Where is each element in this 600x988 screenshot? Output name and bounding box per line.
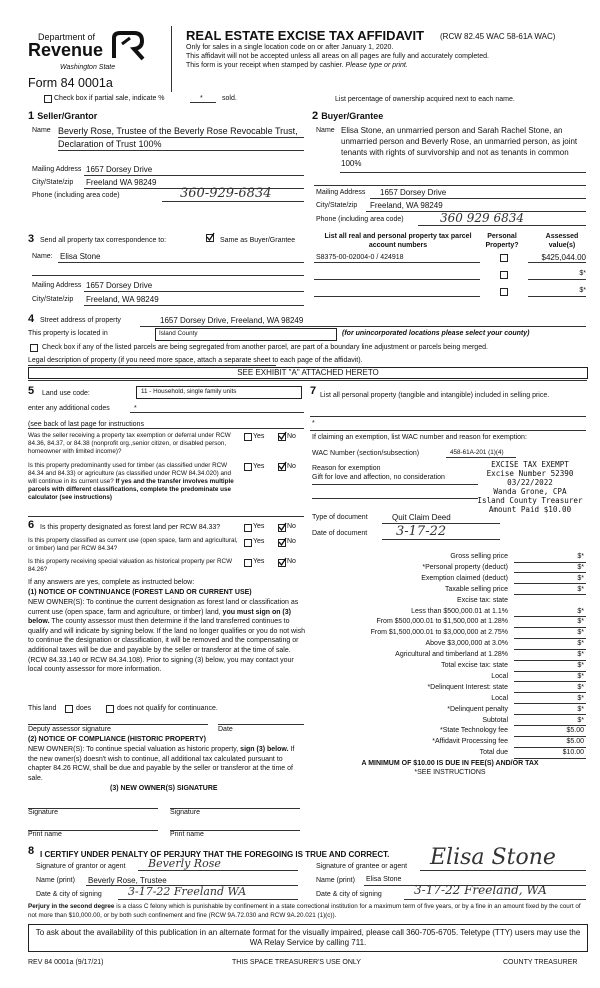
tax-row-label: Local (491, 672, 508, 680)
seller-section-heading: 1 Seller/Grantor (28, 110, 98, 122)
tax-row-value[interactable]: $* (577, 563, 584, 571)
tax-row-label: From $500,000.01 to $1,500,000 at 1.28% (376, 618, 508, 626)
doc-type-label: Type of document (312, 514, 368, 521)
tax-row-value[interactable]: $* (577, 607, 584, 615)
exemption-reason[interactable]: Gift for love and affection, no consideration (312, 474, 445, 481)
seller-phone-label: Phone (including area code) (32, 192, 120, 199)
exemption-yes-checkbox[interactable] (244, 433, 252, 441)
land-does-checkbox[interactable] (65, 705, 73, 713)
checkmark-icon (278, 557, 287, 566)
buyer-city-label: City/State/zip (316, 202, 358, 209)
buyer-name[interactable]: Elisa Stone, an unmarried person and Sarah Rachel Stone, an unmarried person and Beverly Rose, an unmarried person, as joint tenants with rights of survivorship and not as tenants in common 100% (341, 126, 578, 168)
tax-row-label: Total due (479, 749, 508, 757)
assessed-value-col-header: Assessed value(s) (545, 233, 579, 249)
dept-line3: Washington State (60, 64, 116, 71)
grantee-name-label: Name (print) (316, 877, 355, 884)
ownership-note: List percentage of ownership acquired next to each name. (335, 96, 515, 103)
certify-text: I CERTIFY UNDER PENALTY OF PERJURY THAT THE FOREGOING IS TRUE AND CORRECT. (40, 850, 390, 859)
continuance-heading: (1) NOTICE OF CONTINUANCE (FOREST LAND OR CURRENT USE) (28, 589, 252, 596)
form-title: REAL ESTATE EXCISE TAX AFFIDAVIT (186, 28, 425, 43)
tax-row-value[interactable]: $* (577, 618, 584, 626)
certify-num: 8 (28, 845, 35, 857)
parcel-row2-personal-checkbox[interactable] (500, 271, 508, 279)
exemption-reason-label: Reason for exemption (312, 465, 381, 472)
legal-description-label: Legal description of property (if you need more space, attach a separate sheet to each page of the affidavit). (28, 357, 363, 364)
segregated-checkbox[interactable] (30, 344, 38, 352)
correspondence-mailing[interactable]: 1657 Dorsey Drive (86, 281, 153, 290)
footer-county-treasurer: COUNTY TREASURER (503, 959, 578, 966)
street-label: Street address of property (40, 317, 121, 324)
accessibility-text: To ask about the availability of this publication in an alternate format for the visually impaired, please call 360-705-6705. Teletype (TTY) users may use the WA Relay Service by calling 711. (35, 928, 581, 947)
buyer-phone-label: Phone (including area code) (316, 216, 404, 223)
tax-row-value[interactable]: $* (577, 640, 584, 648)
seller-name-label: Name (32, 127, 51, 134)
grantee-signature[interactable]: Elisa Stone (430, 845, 556, 870)
personal-property-value[interactable]: * (312, 420, 315, 427)
county-value: Island County (159, 330, 198, 337)
tax-row-value[interactable]: $* (577, 694, 584, 702)
land-use-label: Land use code: (42, 390, 90, 397)
tax-row-value[interactable]: $* (577, 629, 584, 637)
header-divider (171, 26, 172, 92)
buyer-name-label: Name (316, 127, 335, 134)
new-owner-print-name-2[interactable]: Print name (170, 831, 204, 838)
perjury-text: Perjury in the second degree is a class C felony which is punishable by confinement in a state correctional institution for a maximum term of five years, or by a fine in an amount fixed by the court of not more than $10,000.00, or by both such confinement and fine (RCW 9A.72.030 and RCW 9A.20.021 (1)(c)). (28, 903, 581, 919)
tax-row-value[interactable]: $* (577, 662, 584, 669)
forest-q3: Is this property receiving special valuation as historical property per RCW 84.26? (28, 558, 233, 573)
grantee-signature-label: Signature of grantee or agent (316, 863, 408, 870)
parcel-row3-personal-checkbox[interactable] (500, 288, 508, 296)
accessibility-box (28, 924, 588, 952)
land-does-not-checkbox[interactable] (106, 705, 114, 713)
grantor-date[interactable]: 3-17-22 Freeland WA (128, 885, 247, 898)
tax-row-label: *Affidavit Processing fee (432, 738, 508, 746)
forest-if-yes: If any answers are yes, complete as instructed below: (28, 579, 195, 586)
forest-q3-yes-label: Yes (253, 558, 265, 565)
forest-q3-no-label: No (287, 558, 296, 565)
partial-sale-checkbox[interactable] (44, 95, 52, 103)
partial-sale-label: Check box if partial sale, indicate % (54, 95, 165, 102)
legal-description-field[interactable] (28, 367, 588, 379)
deputy-date-label: Date (218, 726, 233, 733)
deputy-signature-label: Deputy assessor signature (28, 726, 111, 733)
tax-row-label: *Personal property (deduct) (422, 563, 508, 571)
seller-phone[interactable]: 360-929-6834 (180, 186, 272, 201)
forest-q2-no-label: No (287, 538, 296, 545)
form-number: Form 84 0001a (28, 76, 113, 90)
grantee-date-label: Date & city of signing (316, 891, 382, 898)
tax-row-value[interactable]: $* (577, 672, 584, 680)
correspondence-num: 3 (28, 233, 35, 245)
grantor-signature-label: Signature of grantor or agent (36, 863, 126, 870)
doc-type[interactable]: Quit Claim Deed (392, 513, 451, 522)
tax-row-value[interactable]: $* (577, 585, 584, 593)
correspondence-name-label: Name: (32, 253, 53, 260)
wac-number-label: WAC Number (section/subsection) (312, 450, 420, 457)
new-owner-print-name-1[interactable]: Print name (28, 831, 62, 838)
forest-q1: Is this property designated as forest land per RCW 84.33? (40, 524, 221, 531)
tax-row-value[interactable]: $* (577, 683, 584, 691)
footer-revision: REV 84 0001a (9/17/21) (28, 959, 104, 966)
header-note-1: Only for sales in a single location code on or after January 1, 2020. (186, 44, 394, 51)
personal-property-col-header: Personal Property? (485, 233, 519, 249)
land-does-label: does (76, 705, 92, 712)
revenue-logo-icon (110, 30, 146, 62)
dept-line2: Revenue (28, 40, 104, 60)
timber-yes-checkbox[interactable] (244, 463, 252, 471)
tax-row-value[interactable]: $* (577, 705, 584, 713)
grantor-name[interactable]: Beverly Rose, Trustee (88, 876, 167, 885)
land-use-value: 11 - Household, single family units (141, 388, 237, 395)
personal-property-label: List all personal property (tangible and intangible) included in selling price. (320, 392, 550, 399)
seller-city-label: City/State/zip (32, 179, 74, 186)
checkmark-icon (278, 522, 287, 531)
parcel-row2-value[interactable]: $* (579, 270, 586, 277)
legal-description-value: SEE EXHIBIT "A" ATTACHED HERETO (237, 368, 379, 377)
tax-row-label: *Delinquent penalty (447, 705, 508, 713)
treasurer-stamp: EXCISE TAX EXEMPT Excise Number 52390 03/22/2022 Wanda Grone, CPA Island County Treasurer Amount Paid $10.00 (477, 460, 583, 514)
street-address[interactable]: 1657 Dorsey Drive, Freeland, WA 98249 (160, 316, 304, 325)
correspondence-name[interactable]: Elisa Stone (60, 252, 101, 261)
checkmark-icon (206, 232, 215, 241)
tax-row-value[interactable]: $* (577, 716, 584, 724)
tax-row-label: Excise tax: state (457, 596, 508, 604)
compliance-text: NEW OWNER(S): To continue special valuation as historic property, sign (3) below. If the new owner(s) doesn't wish to continue, all additional tax calculated pursuant to chapter 84.26 RCW, shall be due and payable by the seller or transferor at the time of sale. (28, 746, 295, 782)
grantor-name-label: Name (print) (36, 877, 75, 884)
parcel-col-header: List all real and personal property tax parcel account numbers (324, 233, 472, 249)
buyer-phone[interactable]: 360 929 6834 (440, 211, 524, 225)
buyer-city[interactable]: Freeland, WA 98249 (370, 201, 443, 210)
new-owner-signature-heading: (3) NEW OWNER(S) SIGNATURE (110, 785, 218, 792)
exemption-question: Was the seller receiving a property tax exemption or deferral under RCW 84.36, 84.37, or 84.38 (nonprofit org.,senior citizen, or disabled person, homeowner with limited income)? (28, 432, 231, 455)
new-owner-signature-2[interactable]: Signature (170, 809, 200, 816)
parcel-row1-value[interactable]: $425,044.00 (541, 253, 586, 262)
seller-mailing[interactable]: 1657 Dorsey Drive (86, 165, 153, 174)
tax-row-label: *State Technology fee (440, 727, 508, 735)
land-use-select[interactable] (136, 386, 302, 399)
exemption-claim-label: If claiming an exemption, list WAC number and reason for exemption: (312, 434, 527, 441)
correspondence-city-label: City/State/zip (32, 296, 74, 303)
same-as-buyer-label: Same as Buyer/Grantee (220, 237, 296, 244)
this-land-label: This land (28, 705, 57, 712)
segregated-label: Check box if any of the listed parcels are being segregated from another parcel, are part of a boundary line adjustment or parcels being merged. (42, 344, 488, 351)
partial-sale-pct[interactable]: * (200, 95, 203, 102)
tax-row-value[interactable]: $* (577, 574, 584, 582)
timber-question: Is this property predominantly used for timber (as classified under RCW 84.34 and 84.33) or agriculture (as classified under RCW 84.34.020) and will continue in its current use? If yes and the transfer involves multiple parcels with different classifications, complete the predominate use calculator (see instructions) (28, 462, 234, 501)
forest-q2-yes-label: Yes (253, 538, 265, 545)
tax-row-value[interactable]: $5.00 (566, 738, 584, 746)
forest-q2: Is this property classified as current use (open space, farm and agricultural, or timber) land per RCW 84.34? (28, 537, 238, 552)
see-back-note: (see back of last page for instructions (28, 421, 144, 428)
forest-q1-yes-label: Yes (253, 523, 265, 530)
personal-property-num: 7 (310, 385, 317, 397)
seller-name[interactable]: Beverly Rose, Trustee of the Beverly Rose Revocable Trust, Declaration of Trust 100% (58, 126, 298, 149)
grantor-date-label: Date & city of signing (36, 891, 102, 898)
additional-codes-value[interactable]: * (134, 405, 137, 412)
seller-mailing-label: Mailing Address (32, 166, 82, 173)
unincorporated-note: (for unincorporated locations please select your county) (342, 330, 530, 337)
doc-date[interactable]: 3-17-22 (396, 524, 447, 539)
forest-q2-yes-checkbox[interactable] (244, 539, 252, 547)
new-owner-signature-1[interactable]: Signature (28, 809, 58, 816)
tax-row-value[interactable]: $* (577, 553, 584, 560)
minimum-due-note: A MINIMUM OF $10.00 IS DUE IN FEE(S) AND/OR TAX (361, 760, 539, 767)
parcel-row3-value[interactable]: $* (579, 287, 586, 294)
buyer-mailing[interactable]: 1657 Dorsey Drive (380, 188, 447, 197)
buyer-mailing-label: Mailing Address (316, 189, 366, 196)
tax-row-label: Less than $500,000.01 at 1.1% (411, 607, 508, 615)
street-num: 4 (28, 313, 35, 325)
see-instructions-note: *SEE INSTRUCTIONS (414, 769, 486, 776)
checkmark-icon (278, 461, 287, 470)
county-select[interactable] (155, 328, 337, 341)
compliance-heading: (2) NOTICE OF COMPLIANCE (HISTORIC PROPERTY) (28, 736, 206, 743)
wac-number[interactable]: 458-61A-201 (1)(4) (450, 449, 504, 456)
tax-row-label: Agricultural and timberland at 1.28% (395, 651, 508, 659)
dept-line1: Department of (38, 32, 96, 42)
land-use-num: 5 (28, 385, 35, 397)
buyer-section-heading: 2 Buyer/Grantee (312, 110, 384, 122)
located-in-label: This property is located in (28, 330, 108, 337)
forest-q1-yes-checkbox[interactable] (244, 524, 252, 532)
grantee-name[interactable]: Elisa Stone (366, 876, 402, 883)
timber-yes-label: Yes (253, 463, 265, 470)
footer-treasurer-use: THIS SPACE TREASURER'S USE ONLY (232, 959, 361, 966)
header-note-2: This affidavit will not be accepted unless all areas on all pages are fully and accurately completed. (186, 53, 489, 60)
tax-row-label: Total excise tax: state (441, 662, 508, 669)
tax-row-label: Taxable selling price (444, 585, 508, 593)
forest-q1-no-label: No (287, 523, 296, 530)
correspondence-label: Send all property tax correspondence to: (40, 237, 167, 244)
seller-city[interactable]: Freeland WA 98249 (86, 178, 157, 187)
grantor-signature[interactable]: Beverly Rose (148, 857, 221, 870)
checkmark-icon (278, 537, 287, 546)
checkmark-icon (278, 431, 287, 440)
tax-row-label: Local (491, 694, 508, 702)
parcel-row1-personal-checkbox[interactable] (500, 254, 508, 262)
tax-row-value[interactable]: $5.00 (566, 727, 584, 735)
form-title-ref: (RCW 82.45 WAC 58-61A WAC) (440, 32, 556, 41)
tax-row-value[interactable]: $* (577, 651, 584, 659)
tax-row-label: Gross selling price (450, 553, 508, 560)
header-note-3: This form is your receipt when stamped by cashier. Please type or print. (186, 62, 408, 69)
timber-no-label: No (287, 463, 296, 470)
forest-num: 6 (28, 519, 35, 531)
tax-row-label: *Delinquent Interest: state (427, 683, 508, 691)
tax-row-label: From $1,500,000.01 to $3,000,000 at 2.75% (370, 629, 508, 637)
correspondence-mailing-label: Mailing Address (32, 282, 82, 289)
tax-row-value[interactable]: $10.00 (562, 749, 584, 757)
exemption-yes-label: Yes (253, 433, 265, 440)
continuance-text: NEW OWNER(S): To continue the current designation as forest land or classification as current use (open space, farm and agriculture, or timber) land, you must sign on (3) below. The county assessor must then determine if the land transferred continues to qualify and will indicate by signing below. If the land no longer qualifies or you do not wish to continue the designation or classification, it will be removed and the compensating or additional taxes will be due and payable by the seller or transferor at the time of sale. (RCW 84.33.140 or RCW 84.34.108). Prior to signing (3) below, you may contact your local county assessor for more information. (28, 599, 306, 674)
forest-q3-yes-checkbox[interactable] (244, 559, 252, 567)
parcel-row1-number[interactable]: S8375-00-02004-0 / 424918 (316, 254, 404, 261)
tax-row-label: Above $3,000,000 at 3.0% (425, 640, 508, 648)
grantee-date[interactable]: 3-17-22 Freeland, WA (414, 883, 547, 897)
additional-codes-label: enter any additional codes (28, 405, 110, 412)
land-does-not-label: does not qualify for continuance. (117, 705, 218, 712)
exemption-no-label: No (287, 433, 296, 440)
partial-sale-sold: sold. (222, 95, 237, 102)
tax-row-label: Exemption claimed (deduct) (421, 574, 508, 582)
correspondence-city[interactable]: Freeland, WA 98249 (86, 295, 159, 304)
tax-row-label: Subtotal (482, 716, 508, 724)
doc-date-label: Date of document (312, 530, 368, 537)
